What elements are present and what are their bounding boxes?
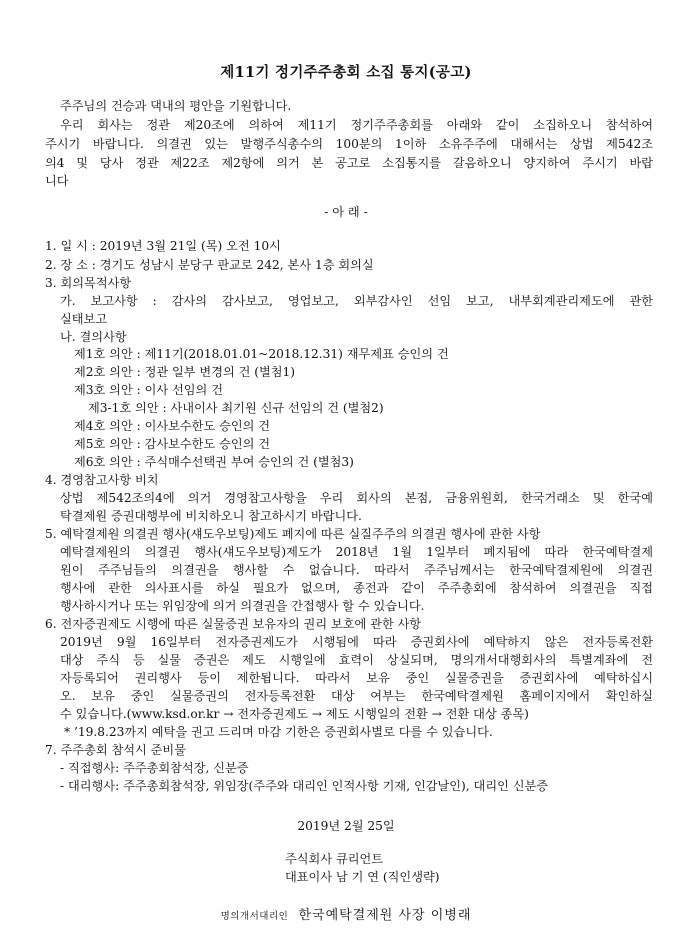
notice-date: 2019년 2월 25일 [297, 819, 395, 833]
section5-line: 행사하시거나 또는 위임장에 의거 의결권을 간접행사 할 수 있습니다. [60, 599, 425, 613]
section4-line: 탁결제원 증권대행부에 비치하오니 참고하시기 바랍니다. [60, 509, 362, 523]
resolutions-heading: 나. 결의사항 [60, 330, 127, 344]
transfer-agent-label: 명의개서대리인 [220, 911, 289, 922]
greeting: 주주님의 건승과 댁내의 평안을 기원합니다. [60, 99, 292, 113]
section5-line: 행사에 관한 의사표시를 하실 필요가 없으며, 종전과 같이 주주총회에 참석하여 의결권을 직접 [60, 581, 653, 595]
section4-heading: 4. 경영참고사항 비치 [45, 473, 159, 487]
section6-line: 2019년 9월 16일부터 전자증권제도가 시행됨에 따라 증권회사에 예탁하지 않은 전자등록전환 [60, 635, 653, 649]
resolution-item: 제3-1호 의안 : 사내이사 최기원 신규 선임의 건 (별첨2) [88, 401, 384, 415]
section7-proxy: - 대리행사: 주주총회참석장, 위임장(주주와 대리인 인적사항 기재, 인감날인), 대리인 신분증 [60, 779, 549, 793]
document-title: 제11기 정기주주총회 소집 통지(공고) [220, 64, 472, 81]
reports-line-2: 실태보고 [60, 312, 108, 326]
resolution-item: 제6호 의안 : 주식매수선택권 부여 승인의 건 (별첨3) [74, 455, 354, 469]
section6-note: * ’19.8.23까지 예탁을 권고 드리며 마감 기한은 증권회사별로 다를 수 있습니다. [64, 725, 493, 739]
section5-line: 원이 주주님들의 의결권을 행사할 수 없습니다. 따라서 주주님께서는 한국예탁결제원에 의결권 [60, 563, 653, 577]
section6-line: 대상 주식 등 실물 증권은 제도 시행일에 효력이 상실되며, 명의개서대행회사의 특별계좌에 전 [60, 653, 653, 667]
resolution-item: 제5호 의안 : 감사보수한도 승인의 건 [74, 437, 271, 451]
reports-line-1: 가. 보고사항 : 감사의 감사보고, 영업보고, 외부감사인 선임 보고, 내부회계관리제도에 관한 [60, 294, 653, 308]
section6-heading: 6. 전자증권제도 시행에 따른 실물증권 보유자의 권리 보호에 관한 사항 [45, 617, 422, 631]
section6-line: 수 있습니다.(www.ksd.or.kr → 전자증권제도 → 제도 시행일의 전환 → 전환 대상 종목) [60, 707, 529, 721]
ceo-name: 대표이사 남 기 연 (직인생략) [285, 870, 440, 884]
meeting-place: 2. 장 소 : 경기도 성남시 분당구 판교로 242, 본사 1층 회의실 [45, 258, 374, 272]
intro-line-3: 의4 및 당사 정관 제22조 제2항에 의거 본 공고로 소집통지를 갈음하오니 양지하여 주시기 바랍 [45, 156, 653, 170]
company-name: 주식회사 큐리언트 [285, 852, 384, 866]
section5-line: 예탁결제원의 의결권 행사(섀도우보팅)제도가 2018년 1월 1일부터 폐지됨에 따라 한국예탁결제 [60, 545, 653, 559]
transfer-agent [0, 904, 692, 923]
section7-heading: 7. 주주총회 참석시 준비물 [45, 743, 186, 757]
agenda-heading: 3. 회의목적사항 [45, 276, 132, 290]
section7-direct: - 직접행사: 주주총회참석장, 신분증 [60, 761, 249, 775]
intro-line-2: 주시기 바랍니다. 의결권 있는 발행주식총수의 100분의 1이하 소유주주에 대해서는 상법 제542조 [45, 137, 653, 151]
resolution-item: 제1호 의안 : 제11기(2018.01.01~2018.12.31) 재무제표 승인의 건 [74, 347, 449, 361]
below-marker: - 아 래 - [324, 205, 368, 219]
intro-line-4: 니다 [45, 174, 69, 188]
section6-line: 오. 보유 중인 실물증권의 전자등록전환 대상 여부는 한국예탁결제원 홈페이지에서 확인하실 [60, 689, 653, 703]
intro-line-1: 우리 회사는 정관 제20조에 의하여 제11기 정기주주총회를 아래와 같이 소집하오니 참석하여 [60, 118, 653, 132]
section6-line: 자등록되어 권리행사 등이 제한됩니다. 따라서 보유 중인 실물증권을 증권회사에 예탁하십시 [60, 671, 653, 685]
section5-heading: 5. 예탁결제원 의결권 행사(섀도우보팅)제도 폐지에 따른 실질주주의 의결권 행사에 관한 사항 [45, 527, 541, 541]
meeting-date: 1. 일 시 : 2019년 3월 21일 (목) 오전 10시 [45, 239, 281, 253]
resolution-item: 제4호 의안 : 이사보수한도 승인의 건 [74, 419, 271, 433]
resolution-item: 제2호 의안 : 정관 일부 변경의 건 (별첨1) [74, 365, 296, 379]
section4-line: 상법 제542조의4에 의거 경영참고사항을 우리 회사의 본점, 금융위원회, 한국거래소 및 한국예 [60, 491, 653, 505]
resolution-item: 제3호 의안 : 이사 선임의 건 [74, 383, 223, 397]
transfer-agent-name: 한국예탁결제원 사장 이병래 [298, 908, 472, 923]
